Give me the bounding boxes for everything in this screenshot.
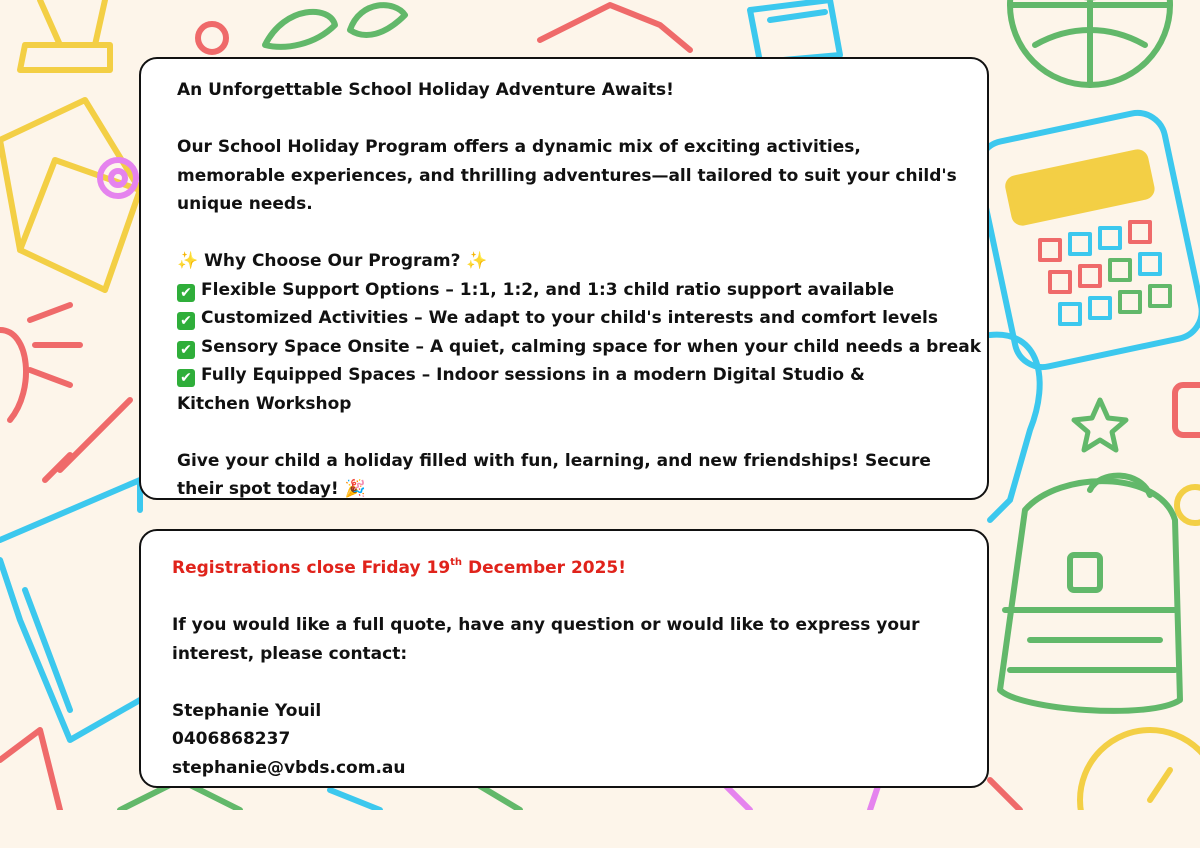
leaf-doodle bbox=[265, 5, 405, 47]
lightbulb-doodle bbox=[0, 305, 130, 480]
check-mark-icon: ✔ bbox=[177, 312, 195, 330]
bottom-band bbox=[0, 810, 1200, 848]
sharpener-doodle bbox=[1175, 385, 1200, 435]
check-mark-icon: ✔ bbox=[177, 284, 195, 302]
feature-item bbox=[177, 276, 957, 305]
party-popper-icon: 🎉 bbox=[344, 479, 366, 499]
feature-text: Customized Activities – We adapt to your child's interests and comfort levels bbox=[201, 308, 938, 328]
why-choose-title: Why Choose Our Program? bbox=[204, 251, 461, 271]
backpack-doodle bbox=[1000, 476, 1180, 711]
deadline-suffix: th bbox=[450, 557, 463, 568]
tablet-doodle bbox=[0, 480, 140, 740]
deadline-text: Registrations close Friday 19 bbox=[172, 558, 451, 578]
star-doodle bbox=[1074, 400, 1126, 450]
contact-prompt: If you would like a full quote, have any question or would like to express your interest, please contact: bbox=[172, 615, 920, 664]
registration-deadline bbox=[172, 554, 967, 583]
feature-item bbox=[177, 304, 957, 333]
sparkles-icon: ✨ bbox=[466, 251, 488, 271]
check-mark-icon: ✔ bbox=[177, 369, 195, 387]
feature-text: Fully Equipped Spaces – Indoor sessions in a modern Digital Studio & Kitchen Workshop bbox=[177, 365, 865, 414]
check-mark-icon: ✔ bbox=[177, 341, 195, 359]
feature-item bbox=[177, 361, 937, 418]
notebook-doodle bbox=[0, 100, 140, 290]
closing-text: Give your child a holiday filled with fun, learning, and new friendships! Secure their spot today! bbox=[177, 450, 931, 499]
calculator-doodle bbox=[973, 108, 1200, 372]
trophy-doodle bbox=[20, 0, 110, 70]
headline: An Unforgettable School Holiday Adventure Awaits! bbox=[177, 80, 674, 100]
contact-phone[interactable]: 0406868237 bbox=[172, 729, 291, 749]
ring-doodle bbox=[198, 24, 226, 52]
book-doodle-top bbox=[750, 0, 840, 62]
feature-item bbox=[177, 333, 981, 362]
intro-paragraph: Our School Holiday Program offers a dynamic mix of exciting activities, memorable experiences, and thrilling adventures—all tailored to suit your child's unique needs. bbox=[177, 137, 957, 214]
marble-doodle bbox=[1177, 487, 1200, 523]
contact-name: Stephanie Youil bbox=[172, 700, 322, 721]
deadline-date: December 2025! bbox=[462, 558, 627, 578]
program-info-card bbox=[139, 57, 989, 500]
closing-paragraph bbox=[177, 447, 957, 504]
sparkles-icon: ✨ bbox=[177, 251, 199, 271]
contact-email[interactable]: stephanie@vbds.com.au bbox=[172, 757, 406, 778]
feature-text: Sensory Space Onsite – A quiet, calming space for when your child needs a break bbox=[201, 336, 981, 357]
globe-doodle bbox=[1010, 0, 1170, 85]
registration-card bbox=[139, 529, 989, 788]
feature-text: Flexible Support Options – 1:1, 1:2, and 1:3 child ratio support available bbox=[201, 279, 895, 300]
pencil-doodle-top bbox=[540, 5, 690, 50]
why-choose-heading bbox=[177, 247, 957, 276]
